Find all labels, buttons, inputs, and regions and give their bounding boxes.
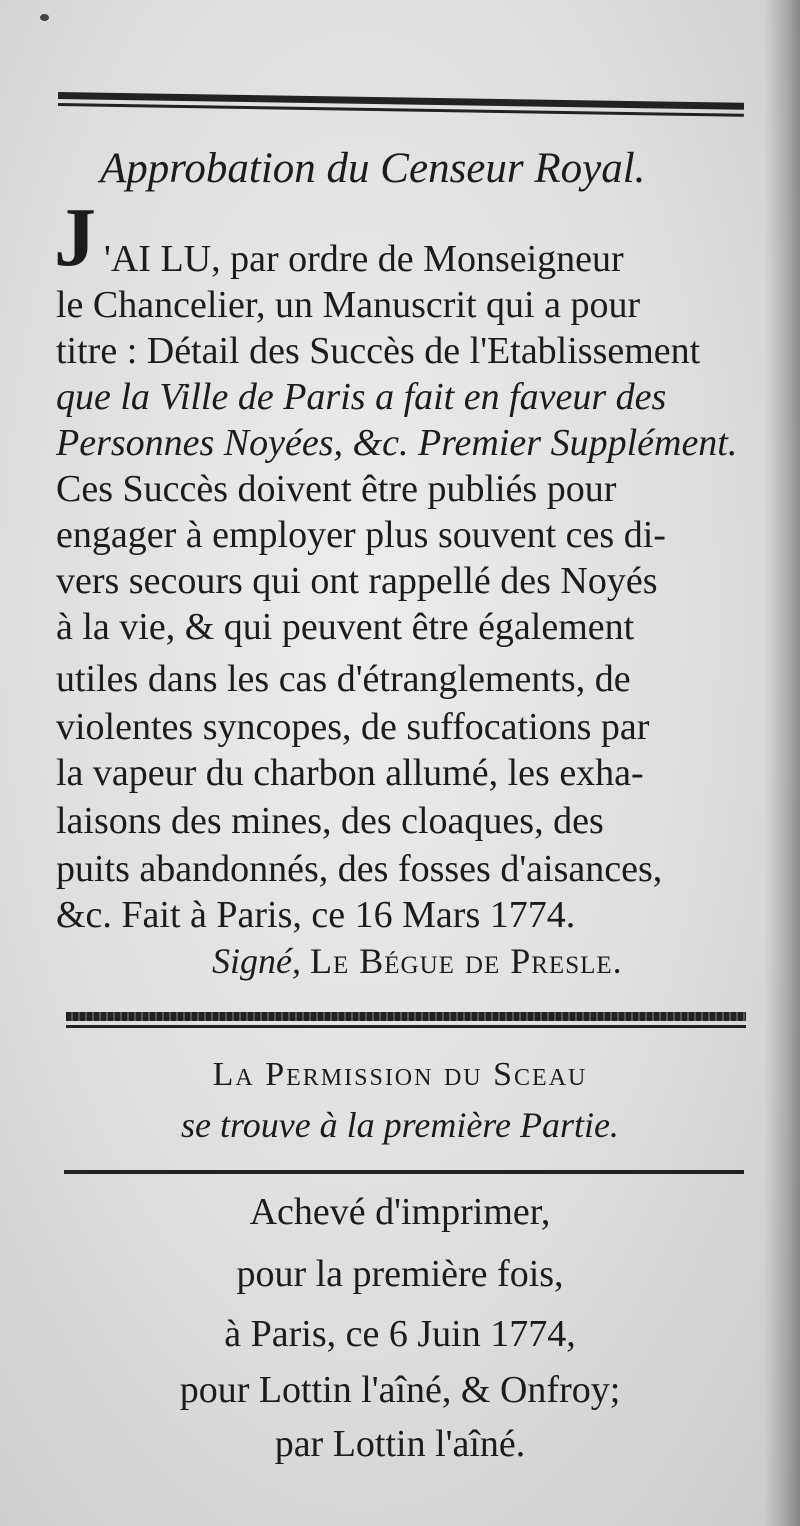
permission-title: La Permission du Sceau	[212, 1056, 588, 1093]
approval-line: la vapeur du charbon allumé, les exha-	[56, 752, 644, 794]
colophon-line: par Lottin l'aîné.	[274, 1423, 526, 1465]
colophon-line: pour la première fois,	[236, 1253, 564, 1295]
approval-line: que la Ville de Paris a fait en faveur des	[56, 376, 667, 418]
approval-line: utiles dans les cas d'étranglements, de	[56, 658, 631, 700]
approval-line: vers secours qui ont rappellé des Noyés	[56, 560, 658, 602]
signed-label: Signé,	[212, 941, 301, 981]
approval-line-1-rest: , par ordre de Monseigneur	[211, 238, 624, 280]
colophon-rule	[64, 1170, 744, 1174]
middle-ornamental-rule	[66, 1012, 746, 1030]
approbation-heading: Approbation du Censeur Royal.	[100, 145, 646, 192]
drop-cap: J	[54, 191, 96, 284]
approval-line: Personnes Noyées, &c. Premier Supplément.	[56, 422, 738, 464]
colophon-line: à Paris, ce 6 Juin 1774,	[224, 1313, 576, 1355]
colophon-line: Achevé d'imprimer,	[249, 1191, 551, 1233]
colophon-line: pour Lottin l'aîné, & Onfroy;	[179, 1369, 621, 1411]
approval-line: titre : Détail des Succès de l'Etablissement	[56, 330, 701, 372]
approval-line: puits abandonnés, des fosses d'aisances,	[56, 848, 663, 890]
censor-name: Le Bégue de Presle.	[309, 941, 623, 981]
approval-line: violentes syncopes, de suffocations par	[56, 706, 650, 748]
approval-line: &c. Fait à Paris, ce 16 Mars 1774.	[56, 894, 576, 936]
approval-line: Ces Succès doivent être publiés pour	[56, 468, 617, 510]
ink-spot	[40, 14, 49, 21]
permission-subtitle: se trouve à la première Partie.	[181, 1105, 619, 1145]
approval-line: à la vie, & qui peuvent être également	[56, 606, 635, 648]
top-ornamental-rule	[58, 92, 744, 121]
approval-line: le Chancelier, un Manuscrit qui a pour	[56, 284, 641, 326]
signature-line	[212, 940, 623, 982]
approval-line	[104, 236, 624, 282]
approval-line: engager à employer plus souvent ces di-	[56, 514, 666, 556]
page-gutter-shadow	[764, 0, 800, 1526]
approval-line: laisons des mines, des cloaques, des	[56, 800, 604, 842]
approval-opening: 'AI LU	[104, 238, 212, 280]
